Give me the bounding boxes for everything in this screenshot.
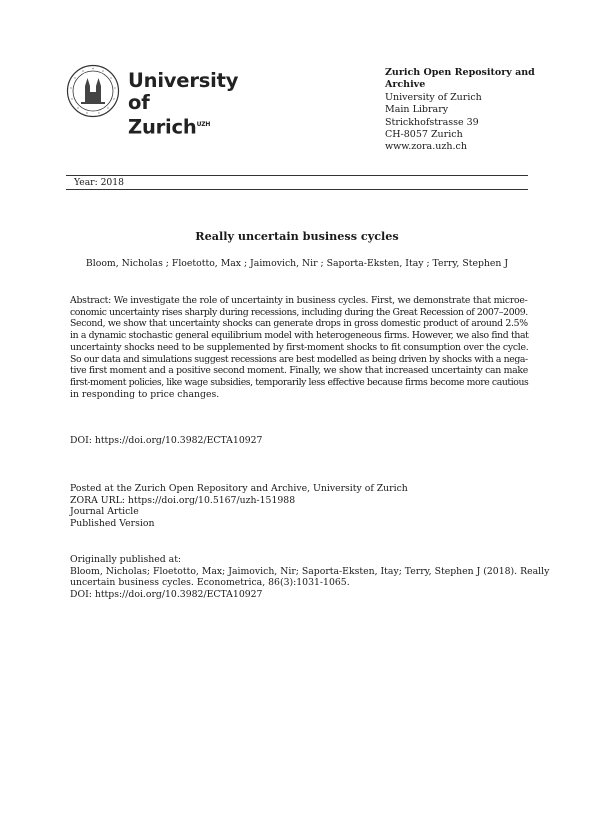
publication-year: Year: 2018 xyxy=(74,177,124,188)
paper-authors: Bloom, Nicholas ; Floetotto, Max ; Jaimovich, Nir ; Saporta-Eksten, Itay ; Terry, Stephen J xyxy=(85,258,509,269)
abstract-line: first-moment policies, like wage subsidies, temporarily less effective because firms become more cautious xyxy=(70,376,529,388)
zora-url-link[interactable]: ZORA URL: https://doi.org/10.5167/uzh-151988 xyxy=(70,494,296,506)
repository-heading-line1: Zurich Open Repository and xyxy=(385,67,535,78)
repository-address xyxy=(385,67,545,154)
abstract xyxy=(70,295,528,400)
paper-doi-link[interactable]: DOI: https://doi.org/10.3982/ECTA10927 xyxy=(70,435,263,446)
posted-at-line: Posted at the Zurich Open Repository and Archive, University of Zurich xyxy=(70,483,408,494)
abstract-line: conomic uncertainty rises sharply during recessions, including during the Great Recession of 2007–2009. xyxy=(70,306,528,318)
year-bar xyxy=(66,175,528,190)
original-doi-link[interactable]: DOI: https://doi.org/10.3982/ECTA10927 xyxy=(70,589,263,601)
abstract-line: Abstract: We investigate the role of uncertainty in business cycles. First, we demonstrate that microe- xyxy=(70,295,528,306)
abstract-line: in a dynamic stochastic general equilibrium model with heterogeneous firms. However, we also find that xyxy=(70,330,529,342)
repository-line: CH-8057 Zurich xyxy=(385,129,463,141)
version: Published Version xyxy=(70,518,155,530)
citation-line: Bloom, Nicholas; Floetotto, Max; Jaimovich, Nir; Saporta-Eksten, Itay; Terry, Stephen J (2018). Really xyxy=(70,565,550,577)
repository-heading-line2: Archive xyxy=(385,79,426,91)
university-name xyxy=(128,70,246,139)
university-name-line1: University of xyxy=(128,69,239,114)
citation-line: uncertain business cycles. Econometrica, 86(3):1031-1065. xyxy=(70,577,350,589)
abstract-line: Second, we show that uncertainty shocks can generate drops in gross domestic product of around 2.5% xyxy=(70,318,528,330)
abstract-line: So our data and simulations suggest recessions are best modelled as being driven by shocks with a nega- xyxy=(70,353,528,365)
university-superscript: UZH xyxy=(196,121,211,128)
paper-title: Really uncertain business cycles xyxy=(195,229,399,243)
repository-line: Strickhofstrasse 39 xyxy=(385,116,479,128)
posting-info xyxy=(70,483,528,530)
university-name-line2: Zurich xyxy=(128,115,197,139)
repository-line: University of Zurich xyxy=(385,91,482,103)
repository-line: Main Library xyxy=(385,104,449,116)
item-type: Journal Article xyxy=(70,506,139,518)
university-seal-icon xyxy=(66,64,120,118)
university-logo xyxy=(66,64,246,139)
original-publication xyxy=(70,554,550,601)
abstract-line: tive first moment and a positive second moment. Finally, we show that increased uncertainty can make xyxy=(70,365,528,377)
abstract-line: uncertainty shocks need to be supplemented by first-moment shocks to fit consumption over the cycle. xyxy=(70,341,529,353)
original-heading: Originally published at: xyxy=(70,554,182,565)
abstract-line: in responding to price changes. xyxy=(70,388,220,400)
repository-website-link[interactable]: www.zora.uzh.ch xyxy=(385,141,467,153)
